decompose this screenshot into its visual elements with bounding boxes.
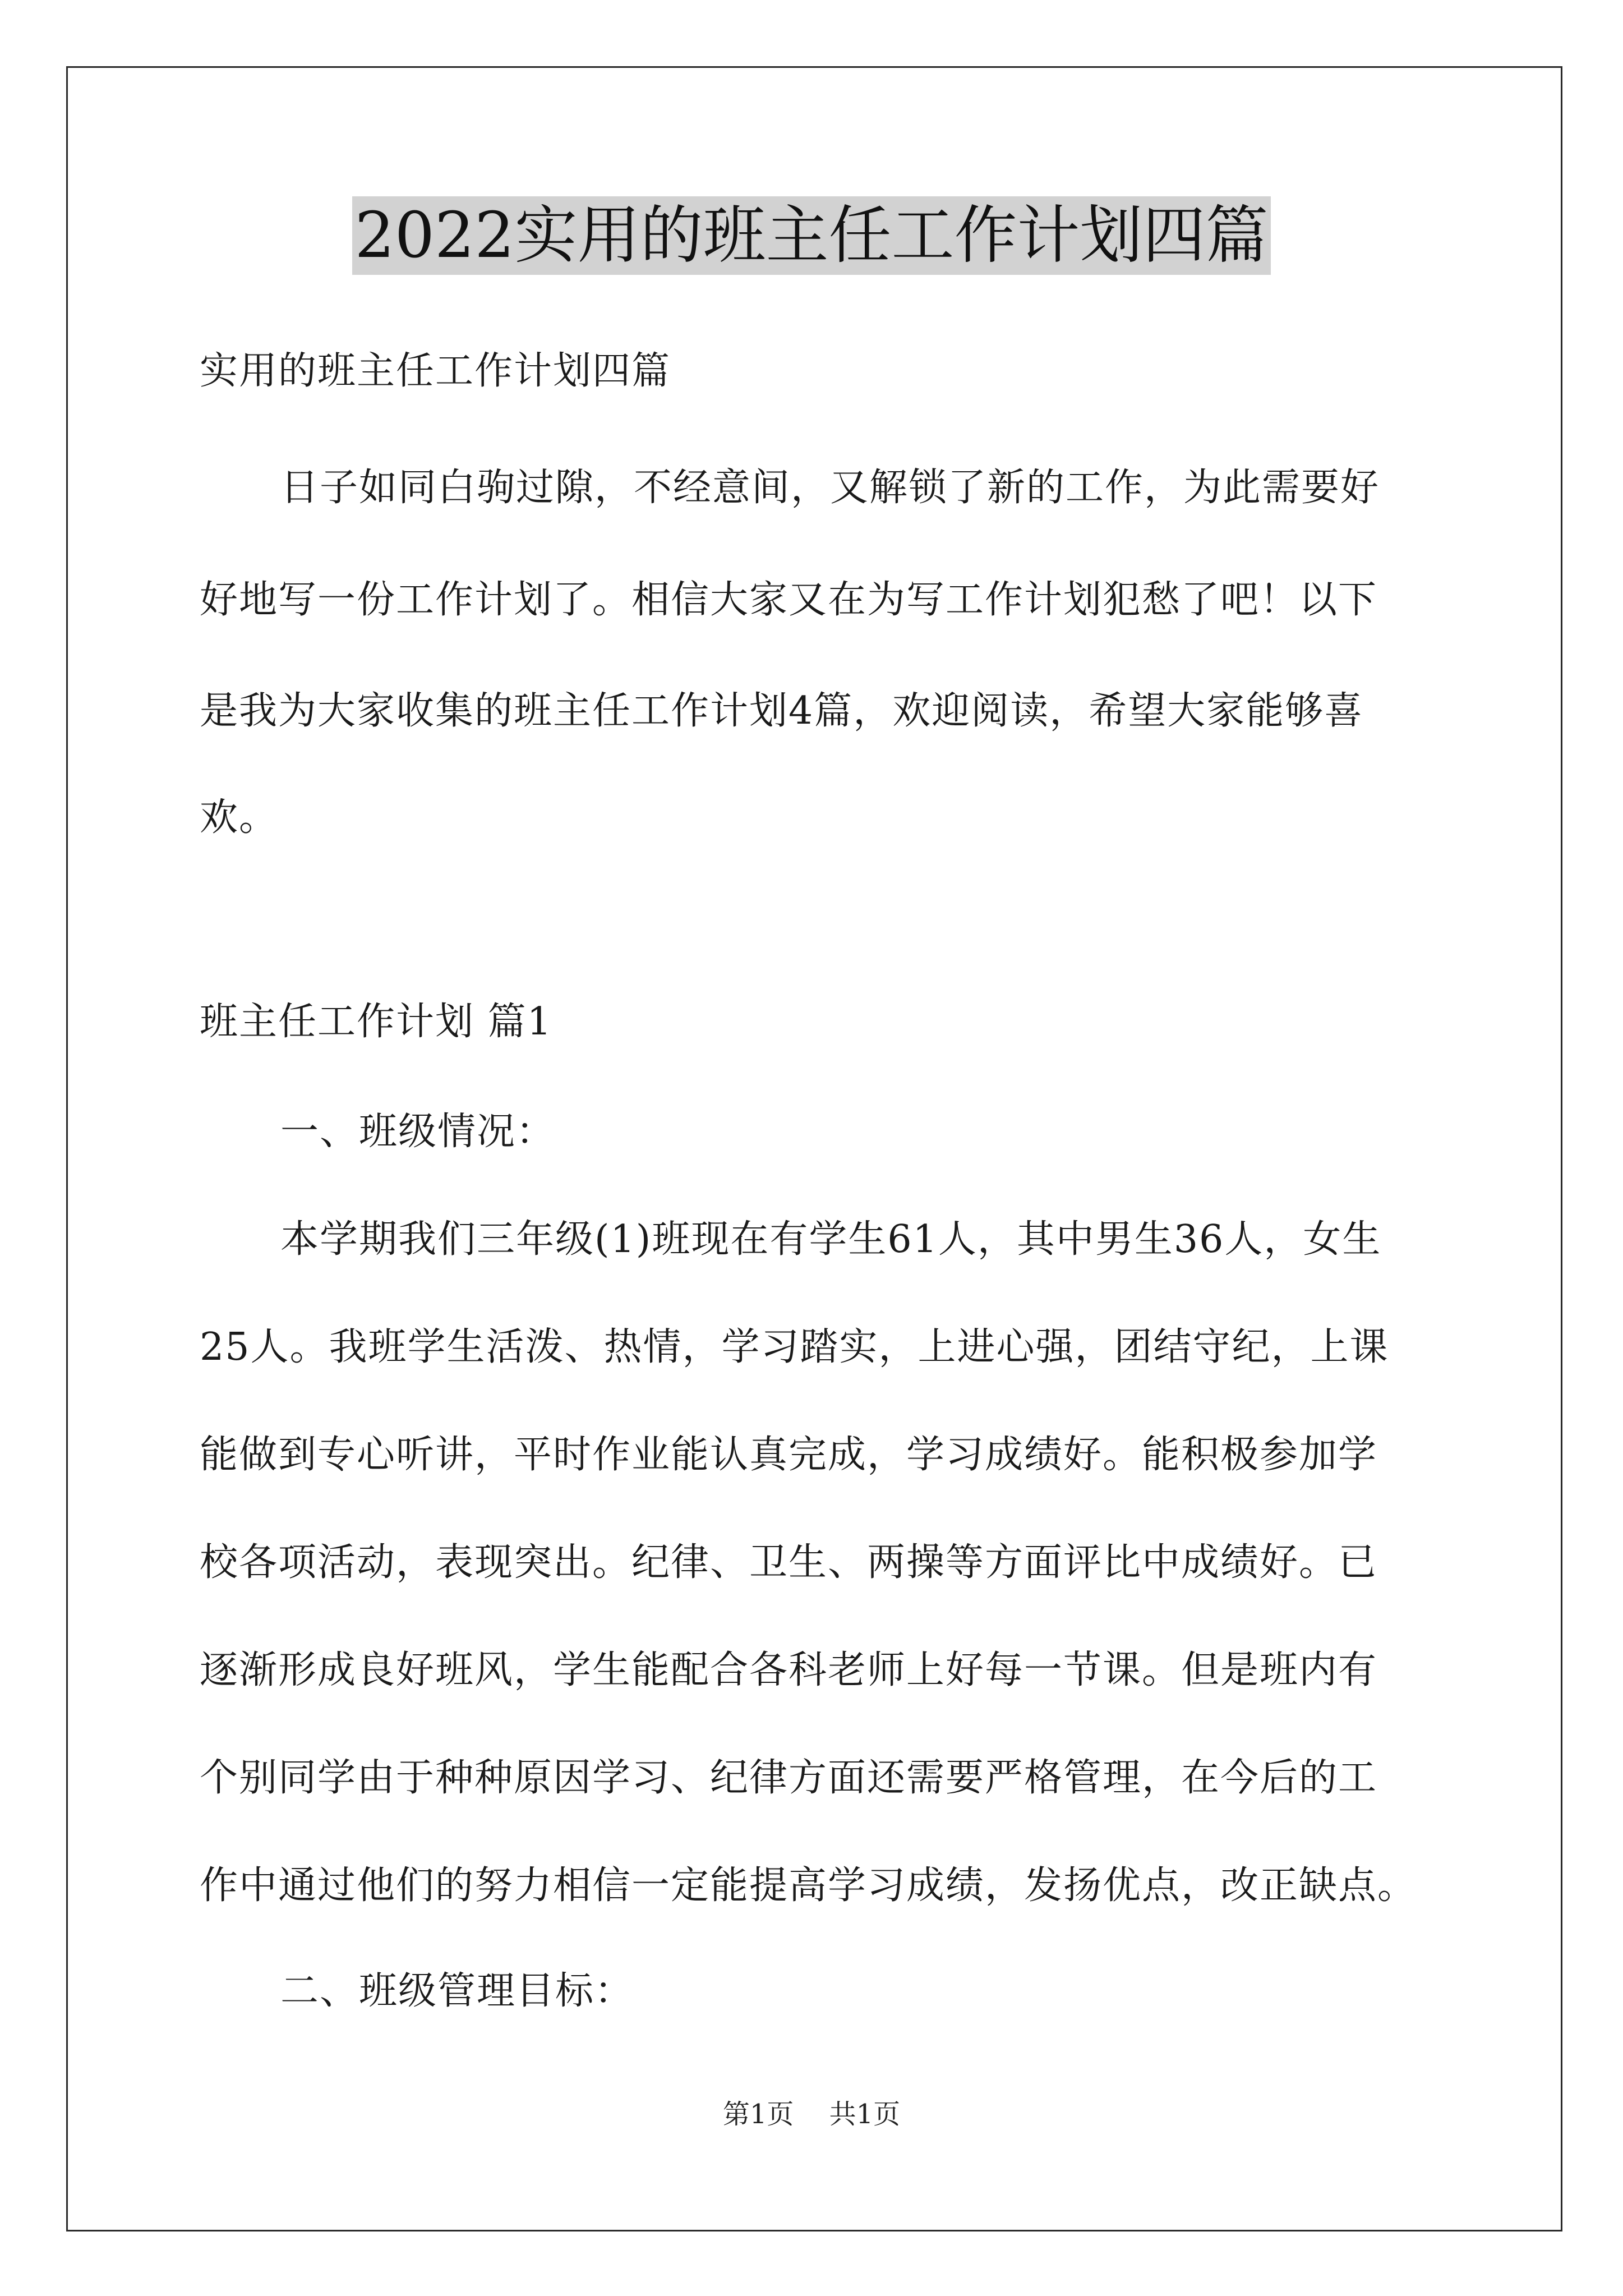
section-heading: 班主任工作计划 篇1 (200, 1000, 552, 1044)
title-container (0, 196, 1623, 275)
paragraph-line: 是我为大家收集的班主任工作计划4篇，欢迎阅读，希望大家能够喜 (200, 689, 1364, 733)
page-number-total: 共1页 (829, 2099, 901, 2130)
paragraph-line: 本学期我们三年级(1)班现在有学生61人，其中男生36人，女生 (280, 1217, 1382, 1262)
subheading-line: 一、班级情况： (280, 1110, 556, 1154)
paragraph-line: 好地写一份工作计划了。相信大家又在为写工作计划犯愁了吧！以下 (200, 578, 1378, 622)
paragraph-line: 欢。 (200, 795, 279, 840)
subheading-line: 二、班级管理目标： (280, 1969, 634, 2013)
subtitle-line: 实用的班主任工作计划四篇 (200, 349, 671, 393)
paragraph-line: 25人。我班学生活泼、热情，学习踏实，上进心强，团结守纪，上课 (200, 1325, 1389, 1369)
paragraph-line: 日子如同白驹过隙，不经意间，又解锁了新的工作，为此需要好 (280, 466, 1380, 510)
paragraph-line: 能做到专心听讲，平时作业能认真完成，学习成绩好。能积极参加学 (200, 1433, 1378, 1477)
page-footer (0, 2092, 1623, 2131)
paragraph-line: 作中通过他们的努力相信一定能提高学习成绩，发扬优点，改正缺点。 (200, 1864, 1417, 1908)
page-number-current: 第1页 (722, 2099, 794, 2130)
paragraph-line: 个别同学由于种种原因学习、纪律方面还需要严格管理，在今后的工 (200, 1756, 1378, 1800)
paragraph-line: 校各项活动，表现突出。纪律、卫生、两操等方面评比中成绩好。已 (200, 1540, 1378, 1585)
paragraph-line: 逐渐形成良好班风，学生能配合各科老师上好每一节课。但是班内有 (200, 1648, 1378, 1692)
document-title: 2022实用的班主任工作计划四篇 (352, 196, 1270, 275)
